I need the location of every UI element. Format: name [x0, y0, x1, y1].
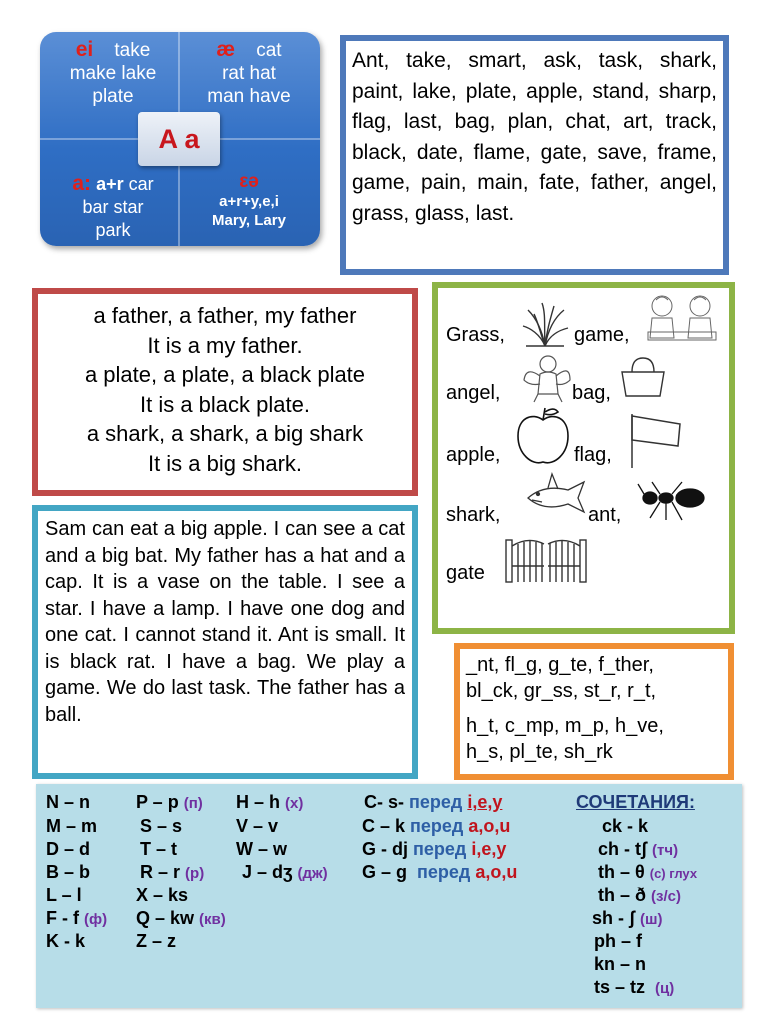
sound-symbol: æ — [216, 38, 236, 61]
combination-rule: th – θ (с) глух — [598, 862, 698, 882]
card-quadrant-ae — [182, 38, 316, 108]
letter-rule: Z – z — [136, 931, 177, 951]
vowel-a-card — [40, 32, 320, 246]
letter-rule: K - k — [46, 931, 86, 951]
phrase-line: a plate, a plate, a black plate — [84, 362, 366, 387]
phrase-line: a father, a father, my father — [93, 303, 357, 328]
card-quadrant-ea — [182, 172, 316, 230]
letter-rule: S – s — [140, 816, 183, 836]
example-words: bar star — [82, 197, 144, 217]
letter-rule: D – d — [46, 839, 91, 859]
word-list-box — [340, 35, 729, 275]
spelling-rule: a+r — [96, 174, 124, 194]
handbag-icon — [618, 354, 668, 400]
letter-rule: Q – kw (кв) — [136, 908, 226, 928]
gate-icon — [504, 530, 588, 584]
grass-icon — [520, 300, 570, 350]
letter-a-tile: A a — [138, 112, 220, 166]
gap-line: h_t, c_mp, m_p, h_ve, — [466, 715, 664, 737]
example-words: rat hat — [222, 63, 276, 84]
children-playing-icon — [642, 292, 722, 344]
combination-rule: ts – tz (ц) — [594, 977, 675, 997]
word-bag: bag, — [572, 382, 611, 404]
example-words: Mary, Lary — [212, 212, 286, 229]
letter-rule: N – n — [46, 792, 91, 812]
letter-rule: P – p (п) — [136, 792, 203, 812]
letter-rule: J – dʒ (дж) — [242, 862, 328, 882]
shark-icon — [524, 472, 586, 522]
word-gate: gate — [446, 562, 485, 584]
example-words: make lake — [69, 63, 157, 84]
apple-icon — [514, 406, 572, 468]
letter-rule: R – r (р) — [140, 862, 205, 882]
letter-rule: L – l — [46, 885, 82, 905]
angel-icon — [522, 348, 572, 404]
reading-text-box — [32, 505, 418, 779]
picture-words-box — [432, 282, 735, 634]
phonics-table — [36, 784, 742, 1008]
letter-rule: T – t — [140, 839, 178, 859]
combination-rule: sh - ʃ (ш) — [592, 908, 663, 928]
word-flag: flag, — [574, 444, 612, 466]
combinations-title: СОЧЕТАНИЯ: — [576, 792, 695, 812]
card-quadrant-ei — [48, 38, 178, 108]
letter-rule: F - f (ф) — [46, 908, 108, 928]
phrases-box — [32, 288, 418, 496]
letter-rule: H – h (х) — [236, 792, 304, 812]
combination-rule: ch - tʃ (тч) — [598, 839, 679, 859]
example-word: car — [128, 174, 154, 194]
example-word: plate — [92, 86, 134, 107]
letter-rule: V – v — [236, 816, 279, 836]
card-quadrant-a-long — [48, 172, 178, 242]
word-list-text: Ant, take, smart, ask, task, shark, paint, lake, plate, apple, stand, sharp, flag, last, bag, plan, chat, art, track, black, date, flame, gate, save, frame, game, pain, main, fate, father, angel, grass, glass, last. — [352, 49, 717, 225]
phrase-line: It is a my father. — [147, 332, 303, 358]
phrase-line: a shark, a shark, a big shark — [86, 421, 364, 446]
ant-icon — [636, 478, 716, 522]
gap-line: _nt, fl_g, g_te, f_ther, — [466, 654, 654, 676]
letter-rule-g-soft: G - dj перед i,e,y — [362, 839, 507, 859]
phrase-line: It is a big shark. — [147, 450, 303, 476]
letter-rule: X – ks — [136, 885, 189, 905]
example-word: cat — [256, 40, 282, 61]
letter-rule-c-soft: C- s- перед i,e,y — [364, 792, 503, 812]
combination-rule: ph – f — [594, 931, 642, 951]
gap-line: h_s, pl_te, sh_rk — [466, 741, 613, 763]
combination-rule: ck - k — [602, 816, 649, 836]
word-grass: Grass, — [446, 324, 505, 346]
letter-rule: W – w — [236, 839, 288, 859]
spelling-rule: a+r+y,e,i — [219, 193, 279, 210]
letter-rule-c-hard: C – k перед a,o,u — [362, 816, 511, 836]
example-word: take — [114, 40, 151, 61]
letter-rule-g-hard: G – g перед a,o,u — [362, 862, 518, 882]
combination-rule: kn – n — [594, 954, 647, 974]
example-word: park — [95, 220, 131, 240]
letter-rule: B – b — [46, 862, 91, 882]
sound-symbol: εə — [239, 171, 259, 192]
fill-gaps-box — [454, 643, 734, 780]
reading-text: Sam can eat a big apple. I can see a cat and a big bat. My father has a hat and a cap. It is a vase on the table. I see a star. I have a lamp. I have one dog and one cat. I cannot stand it. Ant is small. It is black rat. I have a bag. We play a game. We do last task. The father has a ball. — [45, 518, 405, 726]
word-ant: ant, — [588, 504, 622, 526]
gap-line: bl_ck, gr_ss, st_r, r_t, — [466, 680, 657, 702]
phrase-line: It is a black plate. — [140, 391, 310, 417]
word-apple: apple, — [446, 444, 501, 466]
sound-symbol: ei — [75, 38, 94, 61]
combination-rule: th – ð (з/с) — [598, 885, 681, 905]
sound-symbol: a: — [72, 172, 92, 195]
word-angel: angel, — [446, 382, 501, 404]
letter-rule: M – m — [46, 816, 98, 836]
example-words: man have — [207, 86, 291, 107]
flag-icon — [626, 410, 684, 470]
word-shark: shark, — [446, 504, 501, 526]
word-game: game, — [574, 324, 630, 346]
